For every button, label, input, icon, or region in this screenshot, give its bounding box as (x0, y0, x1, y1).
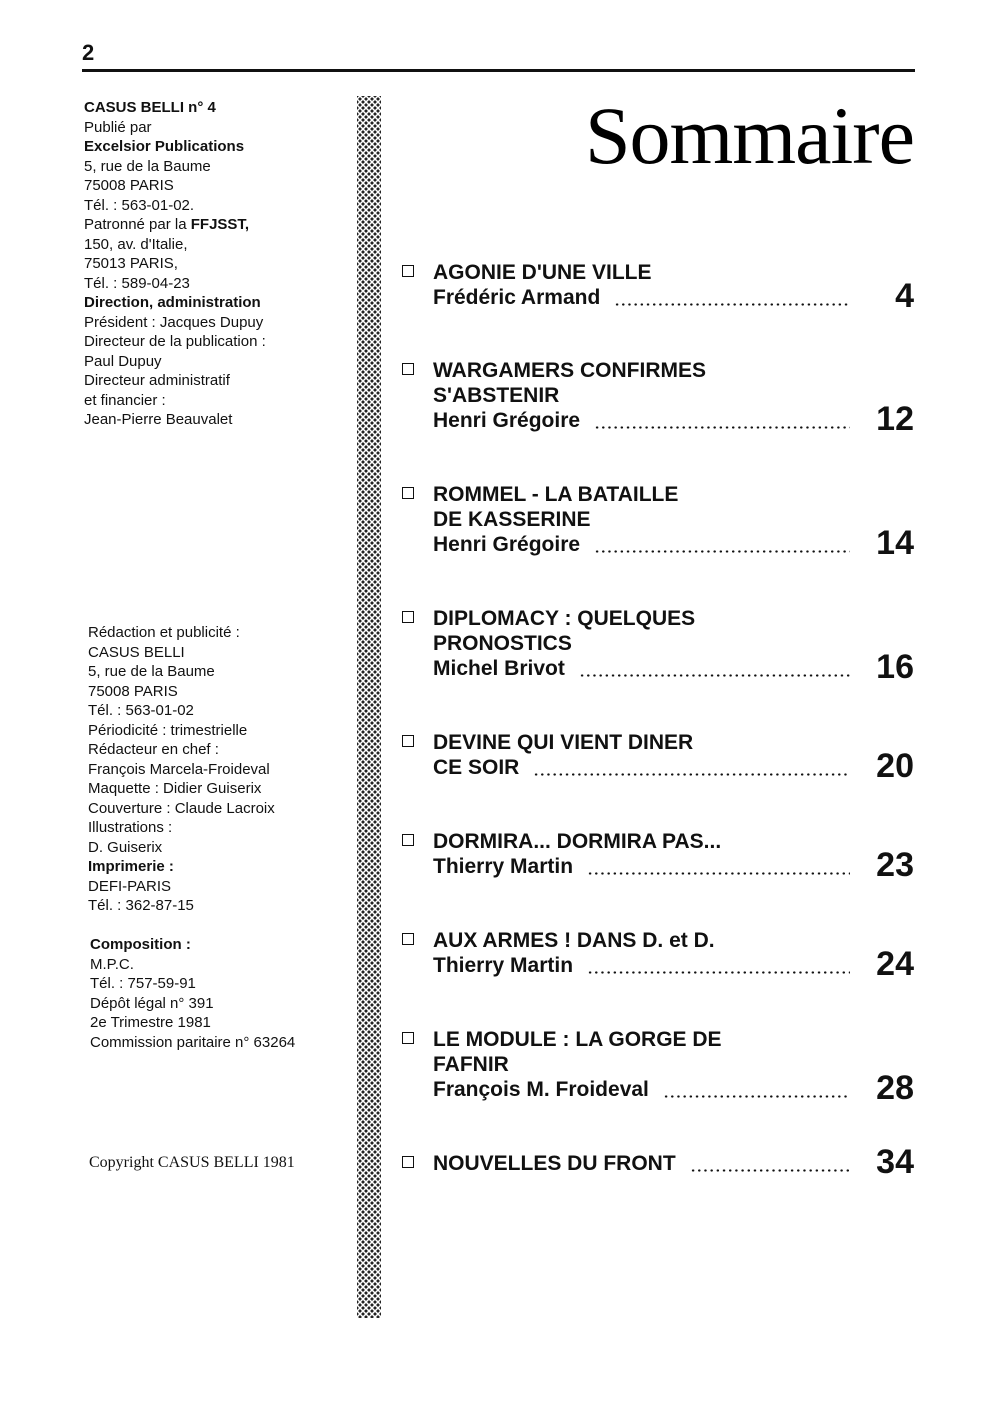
toc-entry-text: Thierry Martin (433, 954, 574, 977)
checkbox-square-icon (402, 1156, 414, 1168)
colophon-line (90, 1013, 350, 1033)
copyright-notice: Copyright CASUS BELLI 1981 (89, 1154, 295, 1171)
colophon-line (90, 935, 350, 955)
checkbox-square-icon (402, 265, 414, 277)
toc-entry-text: CE SOIR (433, 756, 520, 779)
checkbox-square-icon (402, 611, 414, 623)
toc-entry (402, 1143, 914, 1181)
toc-entry (402, 829, 914, 884)
colophon-line-text: M.P.C. (90, 955, 134, 973)
toc-entry (402, 730, 914, 785)
toc-entry-title-line: PRONOSTICS (433, 632, 572, 655)
toc-page-number: 14 (876, 524, 914, 562)
dot-leader (587, 872, 850, 875)
colophon-line (88, 740, 348, 760)
colophon-line-text: 75013 PARIS, (84, 255, 178, 272)
dot-leader (594, 426, 850, 429)
colophon-line-text: Directeur de la publication : (84, 333, 266, 350)
colophon-line-text: D. Guiserix (88, 838, 163, 856)
toc-page-number: 28 (876, 1069, 914, 1107)
toc-entry-last-line (402, 285, 914, 310)
toc-entry (402, 606, 914, 686)
colophon-line-text: Commission paritaire n° 63264 (90, 1033, 296, 1051)
toc-entry-title-line: DE KASSERINE (433, 508, 591, 531)
toc-entry-title-line: WARGAMERS CONFIRMES (433, 359, 706, 382)
toc-entry-title-line: S'ABSTENIR (433, 384, 560, 407)
page-title: Sommaire (584, 90, 914, 181)
toc-entry (402, 482, 914, 562)
colophon-line-text: 75008 PARIS (88, 682, 178, 700)
toc-page-number: 12 (876, 400, 914, 438)
toc-entry-text: Henri Grégoire (433, 533, 581, 556)
toc-page-number: 24 (876, 945, 914, 983)
checkbox-square-icon (402, 834, 414, 846)
colophon-line-text: Couverture : Claude Lacroix (88, 799, 275, 817)
colophon-line (84, 293, 344, 313)
colophon-line (88, 662, 348, 682)
toc-entry (402, 1027, 914, 1107)
colophon-line (84, 176, 344, 196)
dot-leader (594, 550, 850, 553)
colophon-line (88, 799, 348, 819)
toc-entry-title-line: DORMIRA... DORMIRA PAS... (433, 830, 722, 853)
colophon-line-text: 5, rue de la Baume (84, 157, 211, 175)
toc-page-number: 16 (876, 648, 914, 686)
dot-leader (614, 303, 850, 306)
toc-entry-title-line: FAFNIR (433, 1053, 509, 1076)
colophon-line-text: Illustrations : (88, 819, 173, 836)
toc-page-number: 23 (876, 846, 914, 884)
colophon-line (88, 857, 348, 877)
colophon-line (84, 274, 344, 294)
colophon-line-text: Directeur administratif (84, 372, 230, 389)
toc-entry-title-line: AUX ARMES ! DANS D. et D. (433, 929, 715, 952)
colophon-line (88, 623, 348, 643)
colophon-line-text: 150, av. d'Italie, (84, 235, 188, 253)
toc-entry-text: François M. Froideval (433, 1078, 649, 1101)
colophon-line-text: Tél. : 563-01-02 (88, 702, 194, 719)
colophon-line (88, 818, 348, 838)
colophon-line-text: Périodicité : trimestrielle (88, 721, 248, 739)
top-rule (82, 69, 915, 72)
colophon-composition (90, 935, 350, 1052)
colophon-line-text: Rédacteur en chef : (88, 741, 219, 758)
dot-leader (663, 1095, 850, 1098)
toc-entry-last-line (402, 1077, 914, 1102)
dot-leader (690, 1169, 850, 1172)
colophon-line-text: 5, rue de la Baume (88, 663, 215, 680)
colophon-line (84, 235, 344, 255)
colophon-line (84, 118, 344, 138)
colophon-line-text: Rédaction et publicité : (88, 624, 240, 641)
colophon-line-text: Publié par (84, 118, 152, 136)
colophon-line-text: Paul Dupuy (84, 352, 162, 370)
colophon-line (90, 974, 350, 994)
colophon-line (90, 1033, 350, 1053)
toc-entry-last-line (402, 953, 914, 978)
checkbox-square-icon (402, 933, 414, 945)
colophon-line (84, 410, 344, 430)
colophon-line-text: Patronné par la (84, 216, 191, 233)
toc-entry-title-line: AGONIE D'UNE VILLE (433, 261, 652, 284)
toc-entry (402, 928, 914, 983)
toc-entry-last-line (402, 532, 914, 557)
colophon-line-text: 75008 PARIS (84, 177, 174, 194)
colophon-line (84, 352, 344, 372)
checkbox-square-icon (402, 363, 414, 375)
colophon-line-text: Tél. : 589-04-23 (84, 274, 190, 292)
colophon-line-text: Dépôt légal n° 391 (90, 994, 214, 1012)
colophon-line-text: Composition : (90, 936, 191, 953)
colophon-line (84, 137, 344, 157)
colophon-line (84, 196, 344, 216)
colophon-editorial (88, 623, 348, 916)
colophon-line (84, 254, 344, 274)
colophon-line-text: Maquette : Didier Guiserix (88, 780, 262, 797)
colophon-line-bold: FFJSST, (190, 216, 250, 233)
toc-entry-last-line (402, 1151, 914, 1176)
colophon-line (84, 157, 344, 177)
colophon-line (84, 313, 344, 333)
colophon-line-text: Président : Jacques Dupuy (84, 313, 264, 331)
colophon-line-text: Tél. : 563-01-02. (84, 196, 195, 214)
colophon-publisher (84, 98, 344, 430)
toc-entry-title-line: ROMMEL - LA BATAILLE (433, 483, 679, 506)
colophon-line (88, 877, 348, 897)
toc-entry-last-line (402, 755, 914, 780)
colophon-line-text: CASUS BELLI (88, 643, 185, 661)
colophon-line-text: Direction, administration (84, 294, 261, 311)
colophon-line (88, 779, 348, 799)
toc-entry-text: Thierry Martin (433, 855, 574, 878)
toc-entry-title-line: DEVINE QUI VIENT DINER (433, 731, 694, 754)
colophon-line (88, 896, 348, 916)
toc-page-number: 20 (876, 747, 914, 785)
colophon-line (84, 332, 344, 352)
colophon-line-text: et financier : (84, 391, 166, 409)
colophon-line (84, 215, 344, 235)
checkbox-square-icon (402, 1032, 414, 1044)
dotted-divider (357, 96, 381, 1318)
colophon-line-text: François Marcela-Froideval (88, 760, 270, 778)
colophon-line-text: Imprimerie : (88, 858, 174, 875)
colophon-line (88, 701, 348, 721)
colophon-line-text: CASUS BELLI n° 4 (84, 99, 216, 116)
toc-entry-last-line (402, 854, 914, 879)
colophon-line (88, 721, 348, 741)
toc-entry-text: Henri Grégoire (433, 409, 581, 432)
dot-leader (533, 773, 850, 776)
colophon-line (84, 371, 344, 391)
checkbox-square-icon (402, 487, 414, 499)
toc-page-number: 34 (876, 1143, 914, 1181)
toc-entry-last-line (402, 656, 914, 681)
toc-entry-text: NOUVELLES DU FRONT (433, 1152, 676, 1175)
toc-entry-title-line: LE MODULE : LA GORGE DE (433, 1028, 722, 1051)
colophon-line-text: Excelsior Publications (84, 138, 245, 155)
colophon-line (88, 760, 348, 780)
dot-leader (579, 674, 850, 677)
toc-entry-title-line: DIPLOMACY : QUELQUES (433, 607, 696, 630)
colophon-line (90, 955, 350, 975)
dot-leader (587, 971, 850, 974)
toc-entry (402, 358, 914, 438)
colophon-line-text: Tél. : 362-87-15 (88, 897, 194, 914)
toc-entry-text: Frédéric Armand (433, 286, 601, 309)
colophon-line (88, 682, 348, 702)
colophon-line (84, 98, 344, 118)
colophon-line-text: Jean-Pierre Beauvalet (84, 411, 233, 428)
page-number: 2 (82, 40, 95, 65)
colophon-line (84, 391, 344, 411)
colophon-line-text: Tél. : 757-59-91 (90, 975, 196, 992)
colophon-line (88, 643, 348, 663)
colophon-line-text: DEFI-PARIS (88, 877, 172, 895)
checkbox-square-icon (402, 735, 414, 747)
colophon-line-text: 2e Trimestre 1981 (90, 1014, 211, 1031)
toc-entry (402, 260, 914, 315)
colophon-line (88, 838, 348, 858)
toc-entry-text: Michel Brivot (433, 657, 565, 680)
toc-entry-last-line (402, 408, 914, 433)
toc-page-number: 4 (895, 277, 914, 315)
colophon-line (90, 994, 350, 1014)
